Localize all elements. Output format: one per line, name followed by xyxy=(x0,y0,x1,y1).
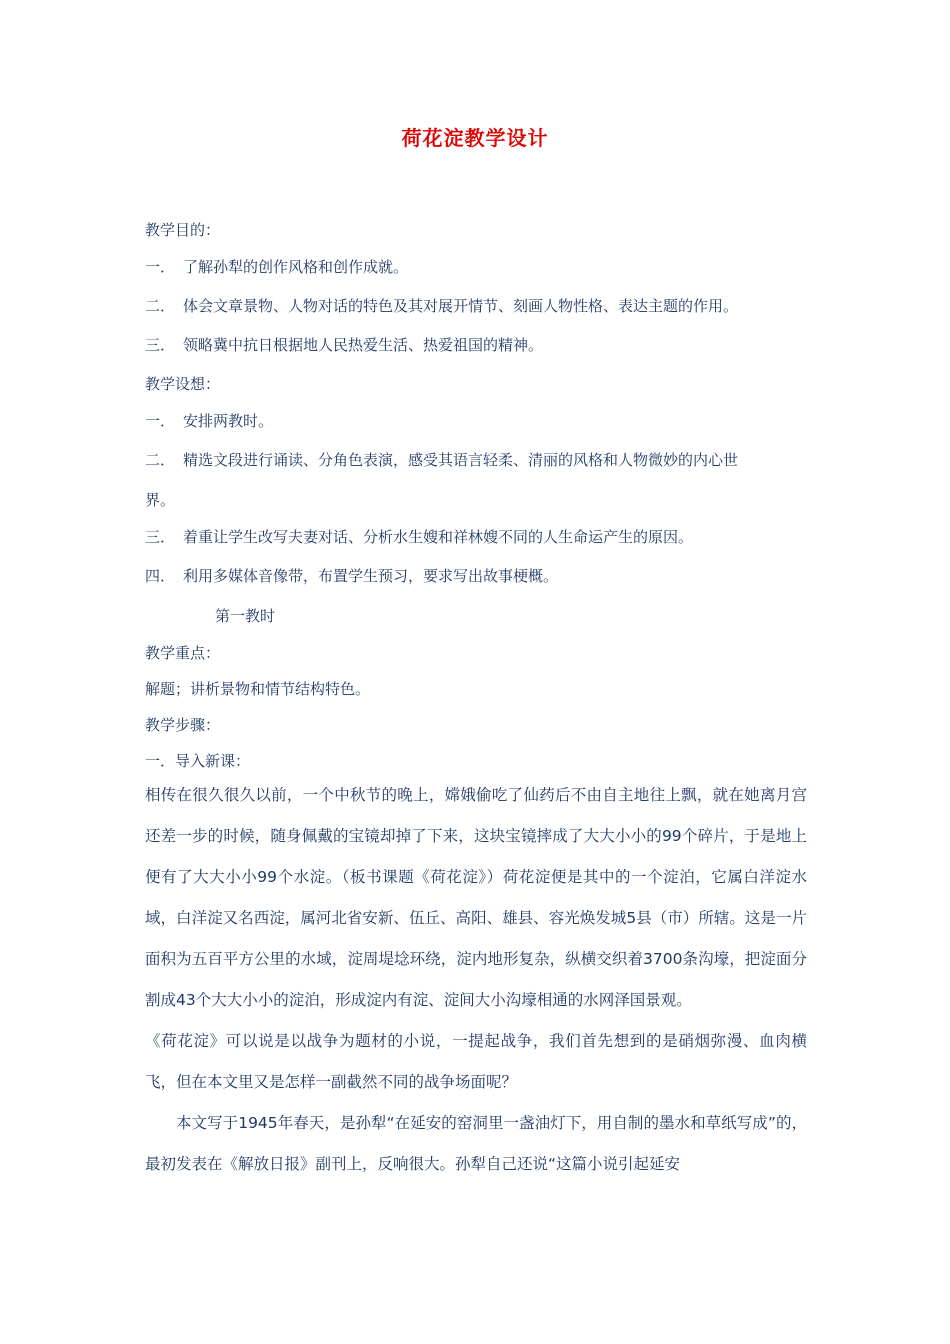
focus-heading: 教学重点： xyxy=(145,644,221,662)
item-number: 一． xyxy=(145,412,176,430)
step-1-heading: 一．导入新课： xyxy=(145,752,251,770)
item-text: 了解孙犁的创作风格和创作成就。 xyxy=(183,258,409,276)
idea-item-1 xyxy=(145,411,273,431)
idea-item-3 xyxy=(145,527,693,547)
item-number: 三． xyxy=(145,336,176,354)
objective-item-1 xyxy=(145,257,408,277)
item-text: 领略冀中抗日根据地人民热爱生活、热爱祖国的精神。 xyxy=(183,336,544,354)
idea-item-2-continuation: 界。 xyxy=(145,491,176,509)
ideas-heading: 教学设想： xyxy=(145,375,221,393)
document-title: 荷花淀教学设计 xyxy=(401,126,549,150)
item-number: 四． xyxy=(145,567,176,585)
item-text: 安排两教时。 xyxy=(183,412,274,430)
idea-item-2 xyxy=(145,450,738,470)
objective-item-2 xyxy=(145,296,738,316)
item-number: 二． xyxy=(145,451,176,469)
lesson-heading: 第一教时 xyxy=(215,607,276,625)
item-text: 精选文段进行诵读、分角色表演，感受其语言轻柔、清丽的风格和人物微妙的内心世 xyxy=(183,451,739,469)
idea-item-4 xyxy=(145,566,558,586)
objective-item-3 xyxy=(145,335,543,355)
objectives-heading: 教学目的： xyxy=(145,221,221,239)
item-text: 利用多媒体音像带，布置学生预习，要求写出故事梗概。 xyxy=(183,567,559,585)
paragraph-background: 本文写于1945年春天，是孙犁“在延安的窑洞里一盏油灯下，用自制的墨水和草纸写成”的，最初发表在《解放日报》副刊上，反响很大。孙犁自己还说“这篇小说引起延安 xyxy=(145,1114,807,1173)
item-text: 着重让学生改写夫妻对话、分析水生嫂和祥林嫂不同的人生命运产生的原因。 xyxy=(183,528,694,546)
paragraph-question: 《荷花淀》可以说是以战争为题材的小说，一提起战争，我们首先想到的是硝烟弥漫、血肉横飞，但在本文里又是怎样一副截然不同的战争场面呢？ xyxy=(145,1032,807,1091)
paragraph-legend: 相传在很久很久以前，一个中秋节的晚上，嫦娥偷吃了仙药后不由自主地往上飘，就在她离月宫还差一步的时候，随身佩戴的宝镜却掉了下来，这块宝镜摔成了大大小小的99个碎片，于是地上便有了大大小小99个水淀。（板书课题《荷花淀》）荷花淀便是其中的一个淀泊，它属白洋淀水域，白洋淀又名西淀，属河北省安新、伍丘、高阳、雄县、容光焕发城5县（市）所辖。这是一片面积为五百平方公里的水域，淀周堤埝环绕，淀内地形复杂，纵横交织着3700条沟壕，把淀面分割成43个大大小小的淀泊，形成淀内有淀、淀间大小沟壕相通的水网泽国景观。 xyxy=(145,786,807,1009)
item-text: 体会文章景物、人物对话的特色及其对展开情节、刻画人物性格、表达主题的作用。 xyxy=(183,297,739,315)
item-number: 一． xyxy=(145,258,176,276)
lesson-body xyxy=(145,775,807,1185)
focus-text: 解题；讲析景物和情节结构特色。 xyxy=(145,680,371,698)
item-number: 三． xyxy=(145,528,176,546)
item-number: 二． xyxy=(145,297,176,315)
steps-heading: 教学步骤： xyxy=(145,716,221,734)
